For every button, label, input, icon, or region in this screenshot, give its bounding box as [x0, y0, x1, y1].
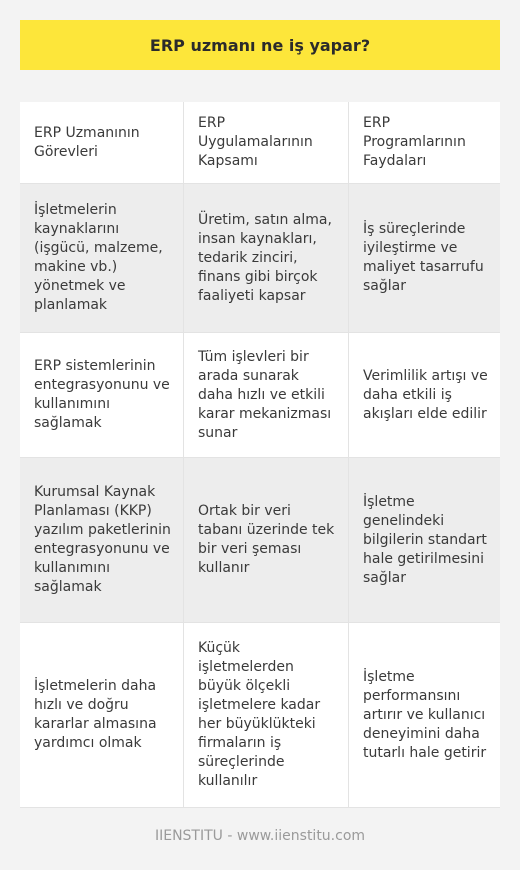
- title-banner: [20, 20, 500, 70]
- table-cell: İşletme genelindeki bilgilerin standart hale getirilmesini sağlar: [349, 458, 500, 623]
- table-cell: İş süreçlerinde iyileştirme ve maliyet tasarrufu sağlar: [349, 184, 500, 333]
- table-cell: İşletme performansını artırır ve kullanıcı deneyimini daha tutarlı hale getirir: [349, 623, 500, 808]
- table-cell: ERP sistemlerinin entegrasyonunu ve kullanımını sağlamak: [20, 333, 184, 458]
- table-cell: Verimlilik artışı ve daha etkili iş akışları elde edilir: [349, 333, 500, 458]
- table-cell: İşletmelerin daha hızlı ve doğru kararlar almasına yardımcı olmak: [20, 623, 184, 808]
- table-cell: Küçük işletmelerden büyük ölçekli işletmelere kadar her büyüklükteki firmaların iş süreçlerinde kullanılır: [184, 623, 349, 808]
- table-cell: Ortak bir veri tabanı üzerinde tek bir veri şeması kullanır: [184, 458, 349, 623]
- table-cell: Üretim, satın alma, insan kaynakları, tedarik zinciri, finans gibi birçok faaliyeti kapsar: [184, 184, 349, 333]
- table-cell: İşletmelerin kaynaklarını (işgücü, malzeme, makine vb.) yönetmek ve planlamak: [20, 184, 184, 333]
- footer-credit: IIENSTITU - www.iienstitu.com: [154, 828, 366, 844]
- table-cell: Kurumsal Kaynak Planlaması (KKP) yazılım paketlerinin entegrasyonunu ve kullanımını sağlamak: [20, 458, 184, 623]
- header-cell: ERP Uzmanının Görevleri: [20, 102, 184, 184]
- header-cell: ERP Uygulamalarının Kapsamı: [184, 102, 349, 184]
- header-cell: ERP Programlarının Faydaları: [349, 102, 500, 184]
- erp-table: [20, 102, 500, 808]
- table-cell: Tüm işlevleri bir arada sunarak daha hızlı ve etkili karar mekanizması sunar: [184, 333, 349, 458]
- page-title: ERP uzmanı ne iş yapar?: [149, 35, 371, 55]
